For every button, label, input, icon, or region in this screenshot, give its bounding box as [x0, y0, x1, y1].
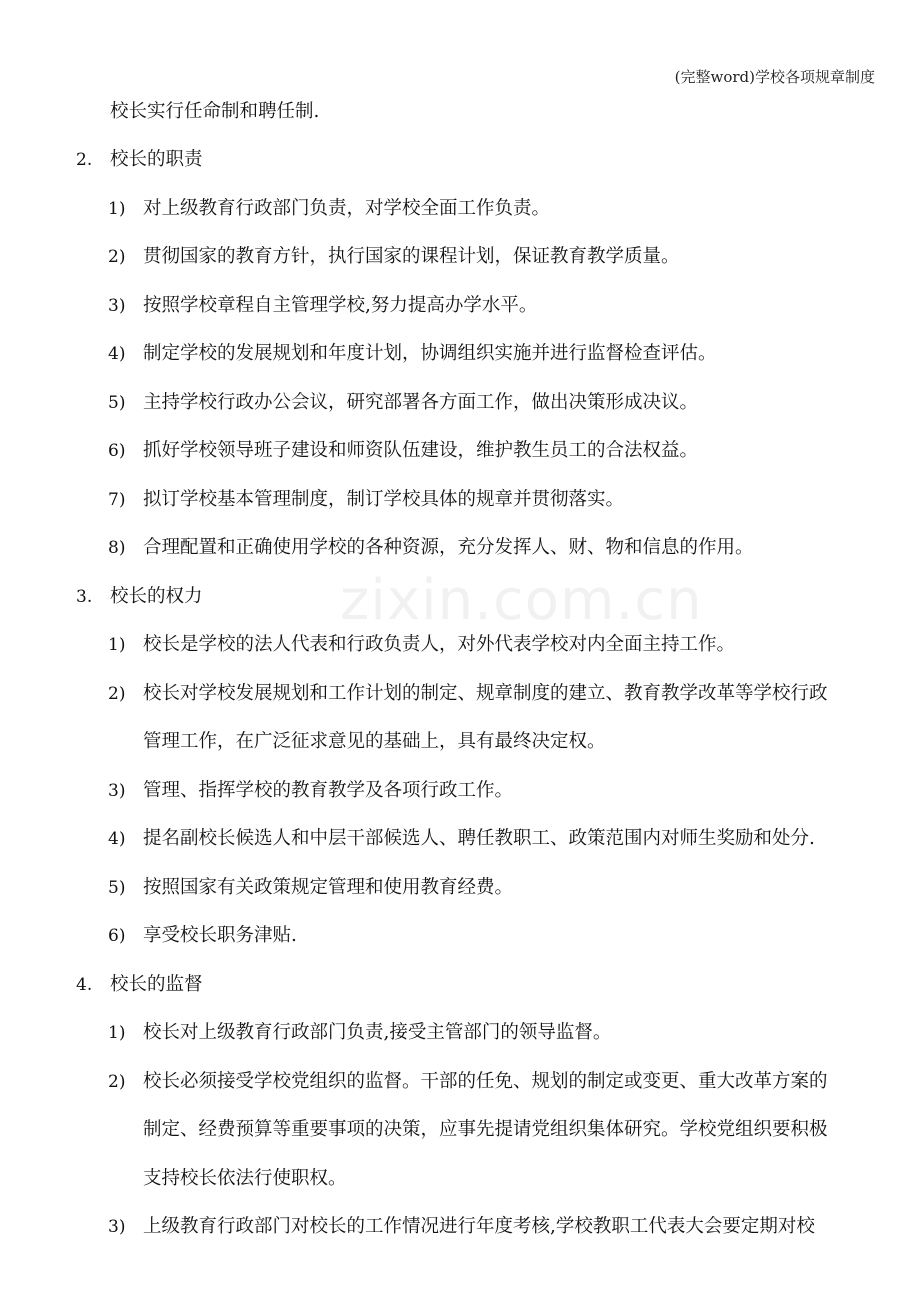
item-text: 按照国家有关政策规定管理和使用教育经费。: [143, 876, 514, 898]
item-number: 3): [108, 295, 126, 316]
item-text: 校长必须接受学校党组织的监督。干部的任免、规划的制定或变更、重大改革方案的: [143, 1070, 828, 1092]
item-text: 校长对上级教育行政部门负责,接受主管部门的领导监督。: [143, 1022, 612, 1043]
section-title: 校长的监督: [110, 973, 203, 995]
item-number: 1): [108, 198, 126, 219]
item-number: 5): [108, 877, 126, 898]
section-number: 4.: [76, 974, 93, 995]
item-number: 3): [108, 1217, 126, 1237]
item-text: 主持学校行政办公会议，研究部署各方面工作，做出决策形成决议。: [143, 391, 699, 413]
section-title: 校长的权力: [110, 585, 203, 607]
item-text: 对上级教育行政部门负责，对学校全面工作负责。: [143, 197, 551, 219]
section-number: 3.: [76, 586, 93, 607]
item-text-continuation: 管理工作，在广泛征求意见的基础上，具有最终决定权。: [143, 731, 606, 752]
section-title: 校长的职责: [110, 149, 203, 170]
item-number: 5): [108, 392, 126, 413]
item-text-continuation: 支持校长依法行使职权。: [143, 1167, 347, 1189]
item-number: 8): [108, 538, 126, 558]
item-number: 2): [108, 1071, 126, 1092]
intro-line: 校长实行任命制和聘任制.: [110, 101, 320, 122]
section-number: 2.: [76, 150, 93, 170]
item-number: 3): [108, 780, 126, 801]
item-number: 1): [108, 635, 126, 655]
item-text: 提名副校长候选人和中层干部候选人、聘任教职工、政策范围内对师生奖励和处分.: [143, 828, 815, 849]
item-number: 7): [108, 489, 126, 510]
item-number: 1): [108, 1023, 126, 1043]
item-number: 4): [108, 829, 126, 849]
item-text-continuation: 制定、经费预算等重要事项的决策，应事先提请党组织集体研究。学校党组织要积极: [143, 1119, 828, 1140]
item-number: 6): [108, 441, 126, 461]
item-number: 2): [108, 247, 126, 267]
item-text: 拟订学校基本管理制度，制订学校具体的规章并贯彻落实。: [143, 488, 625, 510]
page-header: (完整word)学校各项规章制度: [674, 68, 875, 86]
item-text: 按照学校章程自主管理学校,努力提高办学水平。: [143, 294, 538, 316]
item-number: 4): [108, 344, 126, 364]
item-text: 管理、指挥学校的教育教学及各项行政工作。: [143, 779, 514, 801]
item-text: 校长是学校的法人代表和行政负责人，对外代表学校对内全面主持工作。: [143, 634, 736, 655]
watermark: zixin.com.cn: [340, 568, 703, 633]
item-text: 制定学校的发展规划和年度计划，协调组织实施并进行监督检查评估。: [143, 343, 717, 364]
item-number: 6): [108, 926, 126, 946]
item-text: 校长对学校发展规划和工作计划的制定、规章制度的建立、教育教学改革等学校行政: [143, 682, 828, 704]
item-text: 上级教育行政部门对校长的工作情况进行年度考核,学校教职工代表大会要定期对校: [143, 1216, 815, 1237]
item-number: 2): [108, 683, 126, 704]
item-text: 合理配置和正确使用学校的各种资源，充分发挥人、财、物和信息的作用。: [143, 537, 754, 558]
item-text: 贯彻国家的教育方针，执行国家的课程计划，保证教育教学质量。: [143, 246, 680, 267]
item-text: 享受校长职务津贴.: [143, 925, 297, 946]
item-text: 抓好学校领导班子建设和师资队伍建设，维护教生员工的合法权益。: [143, 440, 699, 461]
